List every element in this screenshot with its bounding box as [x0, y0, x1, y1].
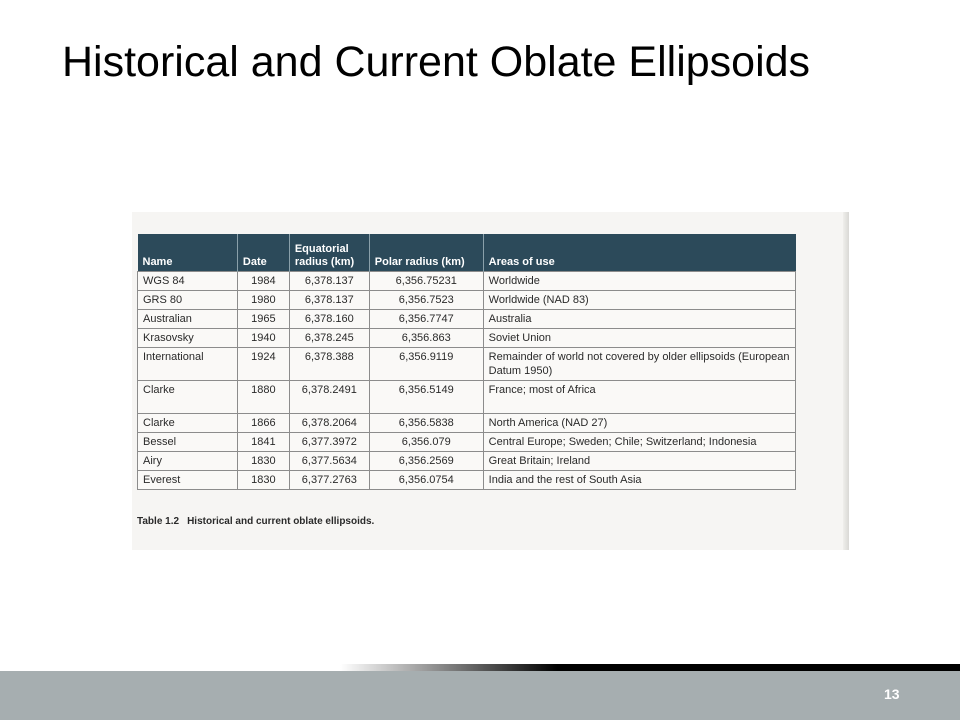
- cell-areas: Worldwide (NAD 83): [483, 290, 795, 309]
- cell-equatorial: 6,377.2763: [289, 470, 369, 489]
- caption-label: Table 1.2: [137, 516, 180, 527]
- cell-name: International: [138, 347, 238, 380]
- cell-date: 1965: [237, 309, 289, 328]
- cell-name: Australian: [138, 309, 238, 328]
- cell-equatorial: 6,378.2491: [289, 380, 369, 413]
- cell-equatorial: 6,378.245: [289, 328, 369, 347]
- cell-equatorial: 6,378.388: [289, 347, 369, 380]
- header-date: Date: [237, 234, 289, 271]
- cell-equatorial: 6,377.5634: [289, 451, 369, 470]
- cell-equatorial: 6,378.137: [289, 290, 369, 309]
- cell-name: Airy: [138, 451, 238, 470]
- cell-date: 1980: [237, 290, 289, 309]
- table-row: [138, 271, 796, 290]
- cell-areas: France; most of Africa: [483, 380, 795, 413]
- cell-polar: 6,356.863: [369, 328, 483, 347]
- cell-areas: Great Britain; Ireland: [483, 451, 795, 470]
- table-row: [138, 309, 796, 328]
- cell-date: 1880: [237, 380, 289, 413]
- cell-polar: 6,356.7747: [369, 309, 483, 328]
- cell-areas: Remainder of world not covered by older ellipsoids (European Datum 1950): [483, 347, 795, 380]
- header-polar-radius: Polar radius (km): [369, 234, 483, 271]
- table-row: [138, 347, 796, 380]
- ellipsoids-table: [137, 234, 796, 490]
- table-row: [138, 328, 796, 347]
- cell-areas: Central Europe; Sweden; Chile; Switzerland; Indonesia: [483, 432, 795, 451]
- footer-bar: [0, 671, 960, 720]
- cell-equatorial: 6,378.137: [289, 271, 369, 290]
- table-row: [138, 451, 796, 470]
- cell-name: Everest: [138, 470, 238, 489]
- cell-equatorial: 6,377.3972: [289, 432, 369, 451]
- slide-title: Historical and Current Oblate Ellipsoids: [62, 38, 811, 86]
- table-row: [138, 290, 796, 309]
- cell-date: 1841: [237, 432, 289, 451]
- cell-areas: India and the rest of South Asia: [483, 470, 795, 489]
- cell-name: GRS 80: [138, 290, 238, 309]
- header-equatorial-radius: Equatorial radius (km): [289, 234, 369, 271]
- cell-areas: Australia: [483, 309, 795, 328]
- cell-date: 1866: [237, 413, 289, 432]
- cell-name: WGS 84: [138, 271, 238, 290]
- page-number: 13: [884, 686, 900, 702]
- table-header-row: [138, 234, 796, 271]
- cell-date: 1830: [237, 470, 289, 489]
- cell-name: Bessel: [138, 432, 238, 451]
- cell-polar: 6,356.2569: [369, 451, 483, 470]
- scanned-table-image: [132, 212, 849, 550]
- cell-date: 1984: [237, 271, 289, 290]
- cell-equatorial: 6,378.2064: [289, 413, 369, 432]
- cell-date: 1924: [237, 347, 289, 380]
- table-row: [138, 413, 796, 432]
- cell-date: 1830: [237, 451, 289, 470]
- footer-divider: [340, 664, 960, 671]
- cell-polar: 6,356.9119: [369, 347, 483, 380]
- cell-polar: 6,356.5838: [369, 413, 483, 432]
- table-row: [138, 432, 796, 451]
- caption-text: Historical and current oblate ellipsoids.: [187, 516, 375, 527]
- header-areas-of-use: Areas of use: [483, 234, 795, 271]
- cell-equatorial: 6,378.160: [289, 309, 369, 328]
- cell-name: Clarke: [138, 380, 238, 413]
- cell-polar: 6,356.7523: [369, 290, 483, 309]
- cell-name: Krasovsky: [138, 328, 238, 347]
- cell-areas: Worldwide: [483, 271, 795, 290]
- cell-polar: 6,356.079: [369, 432, 483, 451]
- header-name: Name: [138, 234, 238, 271]
- table-row: [138, 380, 796, 413]
- table-caption: [137, 516, 382, 527]
- cell-polar: 6,356.5149: [369, 380, 483, 413]
- cell-date: 1940: [237, 328, 289, 347]
- cell-polar: 6,356.0754: [369, 470, 483, 489]
- table-row: [138, 470, 796, 489]
- cell-name: Clarke: [138, 413, 238, 432]
- cell-areas: North America (NAD 27): [483, 413, 795, 432]
- cell-areas: Soviet Union: [483, 328, 795, 347]
- cell-polar: 6,356.75231: [369, 271, 483, 290]
